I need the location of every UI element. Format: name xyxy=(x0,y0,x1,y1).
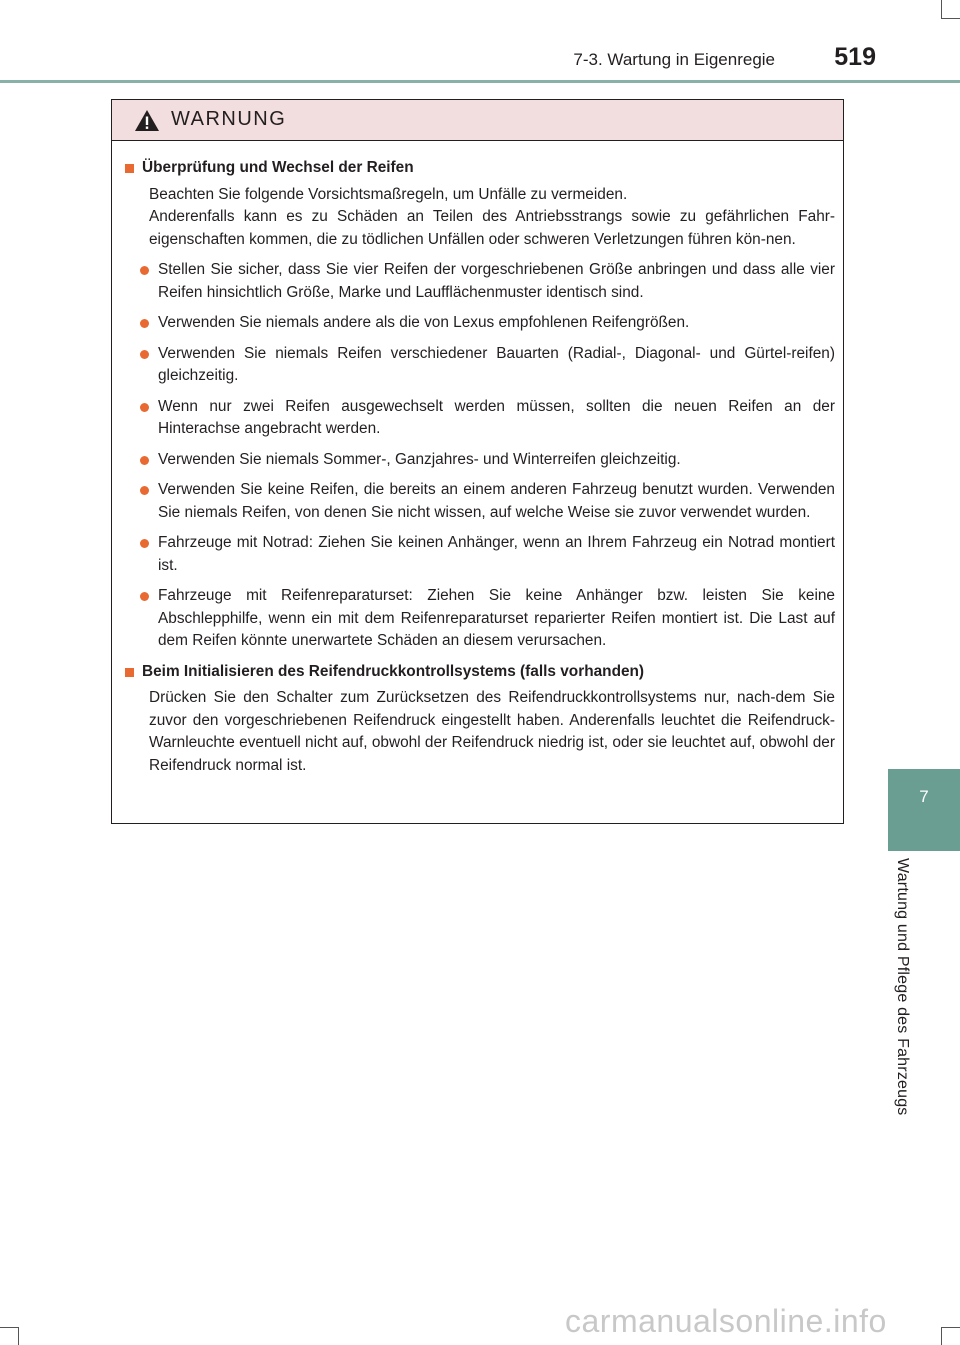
warning-box xyxy=(111,99,844,824)
bullet-dot-icon xyxy=(140,403,149,412)
crop-mark xyxy=(941,0,942,18)
list-item xyxy=(140,259,835,304)
paragraph: Drücken Sie den Schalter zum Zurücksetzen des Reifendruckkontrollsystems nur, nach-dem Sie zuvor den vorgeschriebenen Reifendruck eingestellt haben. Anderenfalls leuchtet die Reifendruck-Warnleuchte eventuell nicht auf, obwohl der Reifendruck niedrig ist, oder sie leuchtet auf, obwohl der Reifendruck normal ist. xyxy=(149,689,835,774)
list-item xyxy=(140,585,835,653)
list-item-text: Verwenden Sie keine Reifen, die bereits an einem anderen Fahrzeug benutzt wurden. Verwenden Sie niemals Reifen, von denen Sie nicht wissen, auf welche Weise sie zuvor verwendet wurden. xyxy=(158,481,835,521)
header-rule xyxy=(0,80,960,83)
list-item xyxy=(140,449,835,472)
watermark: carmanualsonline.info xyxy=(565,1303,887,1339)
square-bullet-icon xyxy=(125,164,134,173)
list-item xyxy=(140,312,835,335)
list-item xyxy=(140,343,835,388)
paragraph-block xyxy=(149,687,835,777)
list-item-text: Fahrzeuge mit Notrad: Ziehen Sie keinen Anhänger, wenn an Ihrem Fahrzeug ein Notrad montiert ist. xyxy=(158,534,835,574)
bullet-dot-icon xyxy=(140,592,149,601)
warning-title: WARNUNG xyxy=(171,108,287,130)
list-item-text: Verwenden Sie niemals andere als die von Lexus empfohlenen Reifengrößen. xyxy=(158,314,690,331)
list-item xyxy=(140,396,835,441)
warning-triangle-icon xyxy=(134,109,160,132)
list-item xyxy=(140,479,835,524)
section-heading-text: Beim Initialisieren des Reifendruckkontrollsystems (falls vorhanden) xyxy=(142,662,645,680)
bullet-dot-icon xyxy=(140,539,149,548)
warning-header xyxy=(112,100,843,141)
list-item-text: Verwenden Sie niemals Sommer-, Ganzjahres- und Winterreifen gleichzeitig. xyxy=(158,450,681,468)
crop-mark xyxy=(941,1327,942,1345)
paragraph-block xyxy=(149,184,835,252)
crop-mark xyxy=(18,1327,19,1345)
bullet-dot-icon xyxy=(140,456,149,465)
list-item-text: Stellen Sie sicher, dass Sie vier Reifen der vorgeschriebenen Größe anbringen und dass alle vier Reifen hinsichtlich Größe, Marke und Laufflächenmuster identisch sind. xyxy=(158,261,835,301)
paragraph: Beachten Sie folgende Vorsichtsmaßregeln, um Unfälle zu vermeiden. xyxy=(149,185,628,203)
page-number: 519 xyxy=(834,43,876,71)
bullet-dot-icon xyxy=(140,319,149,328)
bullet-dot-icon xyxy=(140,350,149,359)
square-bullet-icon xyxy=(125,668,134,677)
crop-mark xyxy=(941,1327,960,1328)
chapter-title: Wartung und Pflege des Fahrzeugs xyxy=(894,858,911,1116)
bullet-dot-icon xyxy=(140,266,149,275)
section-heading xyxy=(125,661,835,684)
warning-content xyxy=(112,141,843,777)
paragraph: Anderenfalls kann es zu Schäden an Teilen des Antriebsstrangs sowie zu gefährlichen Fahr-eigenschaften kommen, die zu tödlichen Unfällen oder schweren Verletzungen führen kön-nen. xyxy=(149,208,835,248)
list-item-text: Fahrzeuge mit Reifenreparaturset: Ziehen Sie keine Anhänger bzw. leisten Sie keine Abschlepphilfe, wenn ein mit dem Reifenreparaturset reparierter Reifen montiert ist. Die Last auf dem Reifen könnte unerwartete Schäden an diesem verursachen. xyxy=(158,587,835,649)
chapter-number: 7 xyxy=(919,787,929,806)
section-title: 7-3. Wartung in Eigenregie xyxy=(573,50,775,69)
section-heading-text: Überprüfung und Wechsel der Reifen xyxy=(142,159,414,176)
chapter-tab xyxy=(888,769,960,851)
list-item-text: Wenn nur zwei Reifen ausgewechselt werden müssen, sollten die neuen Reifen an der Hinterachse angebracht werden. xyxy=(158,397,835,437)
crop-mark xyxy=(941,18,960,19)
list-item-text: Verwenden Sie niemals Reifen verschiedener Bauarten (Radial-, Diagonal- und Gürtel-reifen) gleichzeitig. xyxy=(158,344,835,384)
list-item xyxy=(140,532,835,577)
bullet-dot-icon xyxy=(140,486,149,495)
section-heading xyxy=(125,157,835,180)
crop-mark xyxy=(0,1327,19,1328)
